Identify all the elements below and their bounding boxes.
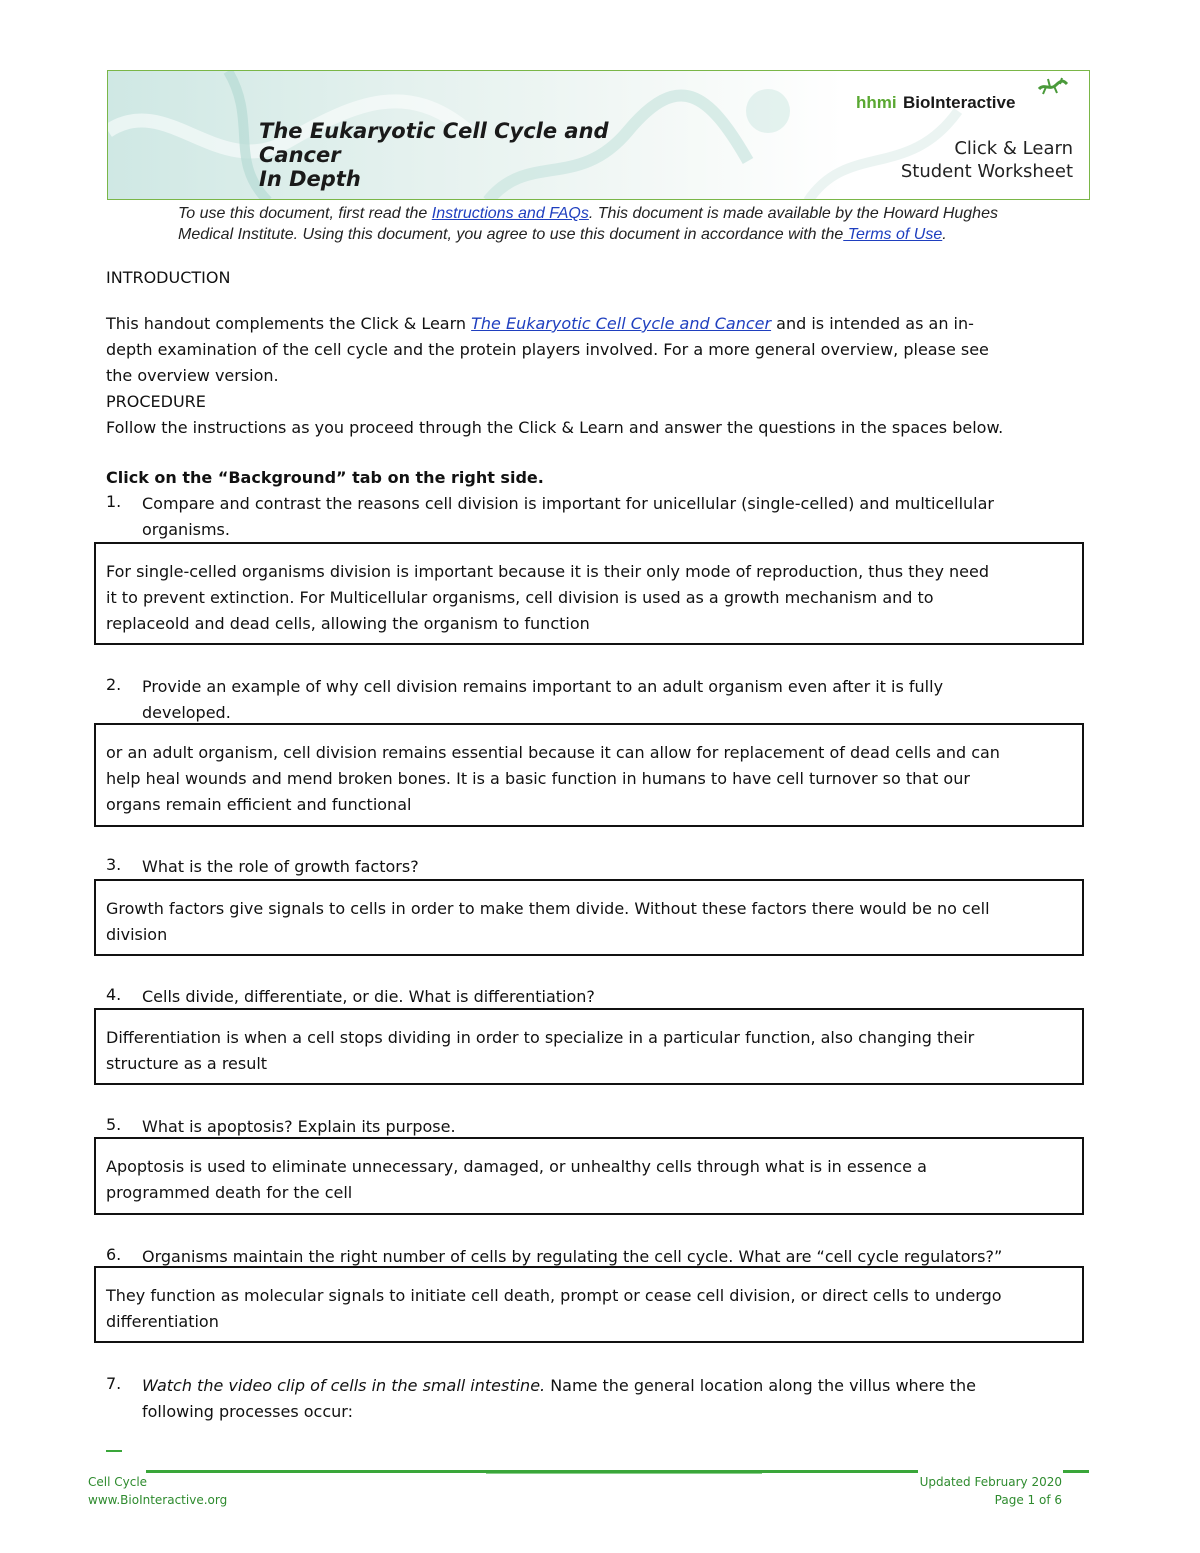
footer-updated: Updated February 2020 xyxy=(919,1475,1062,1489)
usage-notice xyxy=(178,203,1088,245)
notice-text: Medical Institute. Using this document, you agree to use this document in accordance with the xyxy=(178,226,844,243)
notice-text: . xyxy=(942,226,947,243)
procedure-heading: PROCEDURE xyxy=(106,392,206,411)
intro-line-2: depth examination of the cell cycle and the protein players involved. For a more general overview, please see xyxy=(106,340,989,359)
title-line-1: The Eukaryotic Cell Cycle and xyxy=(259,119,609,143)
doc-type xyxy=(901,137,1073,183)
brand-hhmi: hhmi xyxy=(856,93,897,112)
footer-website: www.BioInteractive.org xyxy=(88,1493,228,1507)
answer-box-4[interactable] xyxy=(94,1008,1084,1085)
answer-box-2[interactable] xyxy=(94,723,1084,827)
question-line: Organisms maintain the right number of cells by regulating the cell cycle. What are “cell cycle regulators?” xyxy=(142,1247,1003,1266)
question-4 xyxy=(142,984,1092,1010)
footer-accent xyxy=(106,1450,122,1452)
question-line: What is the role of growth factors? xyxy=(142,857,419,876)
footer-rule-right xyxy=(1063,1470,1089,1473)
intro-heading: INTRODUCTION xyxy=(106,268,231,287)
answer-line: help heal wounds and mend broken bones. It is a basic function in humans to have cell turnover so that our xyxy=(106,769,970,788)
title-line-2: Cancer xyxy=(259,143,341,167)
answer-box-3[interactable] xyxy=(94,879,1084,956)
answer-box-1[interactable] xyxy=(94,542,1084,645)
question-number: 1. xyxy=(106,492,122,511)
question-3 xyxy=(142,854,1092,880)
intro-line-3: the overview version. xyxy=(106,366,279,385)
question-line: developed. xyxy=(142,703,231,722)
question-1 xyxy=(142,491,1092,543)
question-number: 7. xyxy=(106,1374,122,1393)
answer-line: Differentiation is when a cell stops dividing in order to specialize in a particular function, also changing their xyxy=(106,1028,975,1047)
doc-type-line-1: Click & Learn xyxy=(954,138,1073,159)
answer-box-5[interactable] xyxy=(94,1137,1084,1215)
intro-text: and is intended as an in- xyxy=(771,314,974,333)
brand-biointeractive: BioInteractive xyxy=(903,93,1016,112)
click-learn-link[interactable]: The Eukaryotic Cell Cycle and Cancer xyxy=(471,314,772,333)
answer-box-6[interactable] xyxy=(94,1266,1084,1343)
procedure-text: Follow the instructions as you proceed through the Click & Learn and answer the questions in the spaces below. xyxy=(106,418,1004,437)
doc-type-line-2: Student Worksheet xyxy=(900,161,1073,182)
notice-text: To use this document, first read the xyxy=(178,205,432,222)
question-line: following processes occur: xyxy=(142,1402,353,1421)
answer-line: For single-celled organisms division is important because it is their only mode of reproduction, thus they need xyxy=(106,562,990,581)
answer-line: or an adult organism, cell division remains essential because it can allow for replacement of dead cells and can xyxy=(106,743,1000,762)
question-number: 4. xyxy=(106,985,122,1004)
lizard-logo-icon xyxy=(1036,75,1070,97)
footer-doc-name: Cell Cycle xyxy=(88,1475,148,1489)
question-line: Provide an example of why cell division remains important to an adult organism even after it is fully xyxy=(142,677,944,696)
question-line: Compare and contrast the reasons cell division is important for unicellular (single-celled) and multicellular xyxy=(142,494,994,513)
question-line: What is apoptosis? Explain its purpose. xyxy=(142,1117,456,1136)
answer-line: They function as molecular signals to initiate cell death, prompt or cease cell division, or direct cells to undergo xyxy=(106,1286,1002,1305)
footer-right xyxy=(920,1475,1062,1507)
question-line: Cells divide, differentiate, or die. What is differentiation? xyxy=(142,987,595,1006)
answer-line: programmed death for the cell xyxy=(106,1183,353,1202)
question-line: organisms. xyxy=(142,520,230,539)
answer-line: Growth factors give signals to cells in order to make them divide. Without these factors there would be no cell xyxy=(106,899,990,918)
question-number: 3. xyxy=(106,855,122,874)
question-italic-text: Watch the video clip of cells in the small intestine. xyxy=(142,1376,546,1395)
footer-rule-thin xyxy=(486,1473,762,1474)
question-line: Name the general location along the villus where the xyxy=(545,1376,976,1395)
answer-line: structure as a result xyxy=(106,1054,268,1073)
section-heading: Click on the “Background” tab on the right side. xyxy=(106,468,544,487)
footer-left xyxy=(88,1475,227,1507)
header-banner xyxy=(107,70,1090,200)
answer-line: division xyxy=(106,925,168,944)
answer-line: Apoptosis is used to eliminate unnecessary, damaged, or unhealthy cells through what is in essence a xyxy=(106,1157,927,1176)
question-2 xyxy=(142,674,1092,726)
question-7 xyxy=(142,1373,1092,1425)
question-number: 5. xyxy=(106,1115,122,1134)
answer-line: it to prevent extinction. For Multicellular organisms, cell division is used as a growth mechanism and to xyxy=(106,588,934,607)
title-line-3: In Depth xyxy=(259,167,361,191)
answer-line: organs remain efficient and functional xyxy=(106,795,412,814)
notice-text: . This document is made available by the Howard Hughes xyxy=(588,205,998,222)
intro-text: This handout complements the Click & Learn xyxy=(106,314,472,333)
instructions-faqs-link[interactable]: Instructions and FAQs xyxy=(431,205,589,222)
intro-paragraph xyxy=(106,311,1096,441)
answer-line: replaceold and dead cells, allowing the organism to function xyxy=(106,614,590,633)
terms-of-use-link[interactable]: Terms of Use xyxy=(843,226,943,243)
question-number: 2. xyxy=(106,675,122,694)
question-number: 6. xyxy=(106,1245,122,1264)
answer-line: differentiation xyxy=(106,1312,219,1331)
footer-page-number: Page 1 of 6 xyxy=(994,1493,1062,1507)
